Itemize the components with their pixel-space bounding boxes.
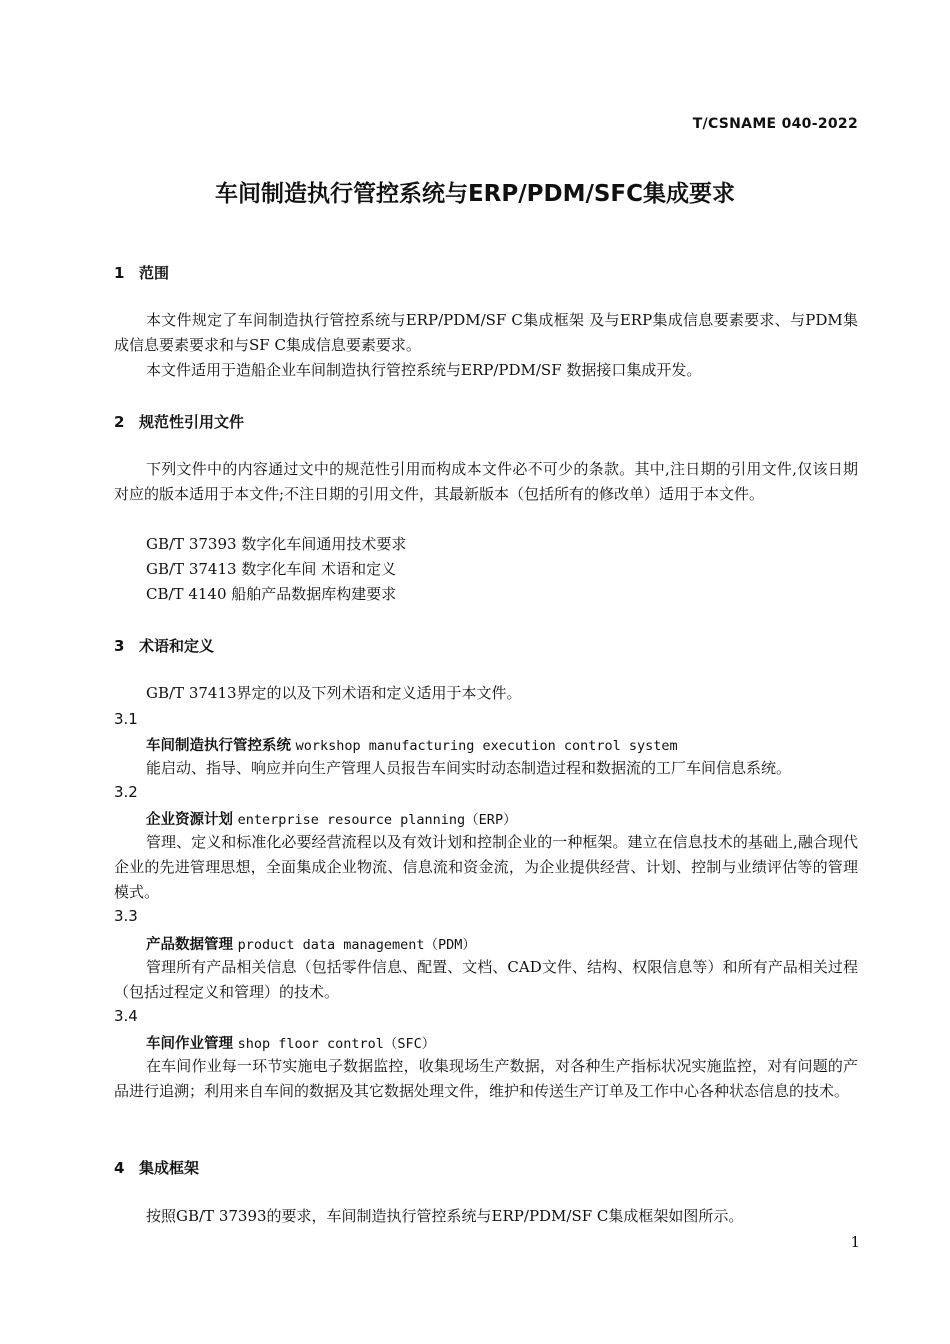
term-title <box>146 933 476 954</box>
document-id: T/CSNAME 040-2022 <box>692 116 858 132</box>
section-title: 规范性引用文件 <box>139 413 245 431</box>
term-number: 3.1 <box>114 710 138 728</box>
term-english: workshop manufacturing execution control system <box>295 738 678 754</box>
section-3-heading <box>114 635 214 656</box>
term-chinese: 车间作业管理 <box>146 1036 233 1052</box>
section-number: 2 <box>114 413 125 431</box>
term-definition: 能启动、指导、响应并向生产管理人员报告车间实时动态制造过程和数据流的工厂车间信息系统。 <box>146 759 792 777</box>
term-english: product data management（PDM） <box>237 937 476 953</box>
term-english: shop floor control（SFC） <box>237 1036 436 1052</box>
term-chinese: 企业资源计划 <box>146 812 233 828</box>
section-title: 范围 <box>139 264 170 282</box>
page-number: 1 <box>850 1233 860 1251</box>
term-definition: 管理所有产品相关信息（包括零件信息、配置、文档、CAD文件、结构、权限信息等）和所有产品相关过程（包括过程定义和管理）的技术。 <box>114 958 858 1001</box>
normative-reference: GB/T 37393 数字化车间通用技术要求 <box>146 535 407 553</box>
section-2-paragraph-1: 下列文件中的内容通过文中的规范性引用而构成本文件必不可少的条款。其中,注日期的引用文件,仅该日期对应的版本适用于本文件;不注日期的引用文件，其最新版本（包括所有的修改单）适用于本文件。 <box>114 460 858 503</box>
section-3-intro: GB/T 37413界定的以及下列术语和定义适用于本文件。 <box>146 684 522 702</box>
term-definition: 管理、定义和标准化必要经营流程以及有效计划和控制企业的一种框架。建立在信息技术的基础上,融合现代企业的先进管理思想，全面集成企业物流、信息流和资金流，为企业提供经营、计划、控制与业绩评估等的管理模式。 <box>114 833 858 901</box>
section-title: 术语和定义 <box>139 637 215 655</box>
section-4-heading <box>114 1157 199 1178</box>
section-title: 集成框架 <box>139 1159 200 1177</box>
term-chinese: 产品数据管理 <box>146 937 233 953</box>
section-1-paragraph-2: 本文件适用于造船企业车间制造执行管控系统与ERP/PDM/SF 数据接口集成开发。 <box>146 361 702 379</box>
section-number: 4 <box>114 1159 125 1177</box>
term-english: enterprise resource planning（ERP） <box>237 812 517 828</box>
normative-reference: CB/T 4140 船舶产品数据库构建要求 <box>146 585 397 603</box>
term-title <box>146 1032 435 1053</box>
term-title <box>146 734 678 755</box>
term-number: 3.2 <box>114 783 138 801</box>
term-number: 3.4 <box>114 1007 138 1025</box>
term-title <box>146 808 517 829</box>
section-number: 3 <box>114 637 125 655</box>
section-1-heading <box>114 262 169 283</box>
section-2-heading <box>114 411 244 432</box>
document-title: 车间制造执行管控系统与ERP/PDM/SFC集成要求 <box>214 181 736 207</box>
term-definition: 在车间作业每一环节实施电子数据监控，收集现场生产数据，对各种生产指标状况实施监控，对有问题的产品进行追溯；利用来自车间的数据及其它数据处理文件，维护和传送生产订单及工作中心各种状态信息的技术。 <box>114 1057 858 1100</box>
term-chinese: 车间制造执行管控系统 <box>146 738 291 754</box>
term-number: 3.3 <box>114 907 138 925</box>
section-4-paragraph-1: 按照GB/T 37393的要求，车间制造执行管控系统与ERP/PDM/SF C集成框架如图所示。 <box>146 1207 744 1225</box>
section-1-paragraph-1: 本文件规定了车间制造执行管控系统与ERP/PDM/SF C集成框架 及与ERP集成信息要素要求、与PDM集成信息要素要求和与SF C集成信息要素要求。 <box>114 311 858 354</box>
section-number: 1 <box>114 264 125 282</box>
normative-reference: GB/T 37413 数字化车间 术语和定义 <box>146 560 397 578</box>
